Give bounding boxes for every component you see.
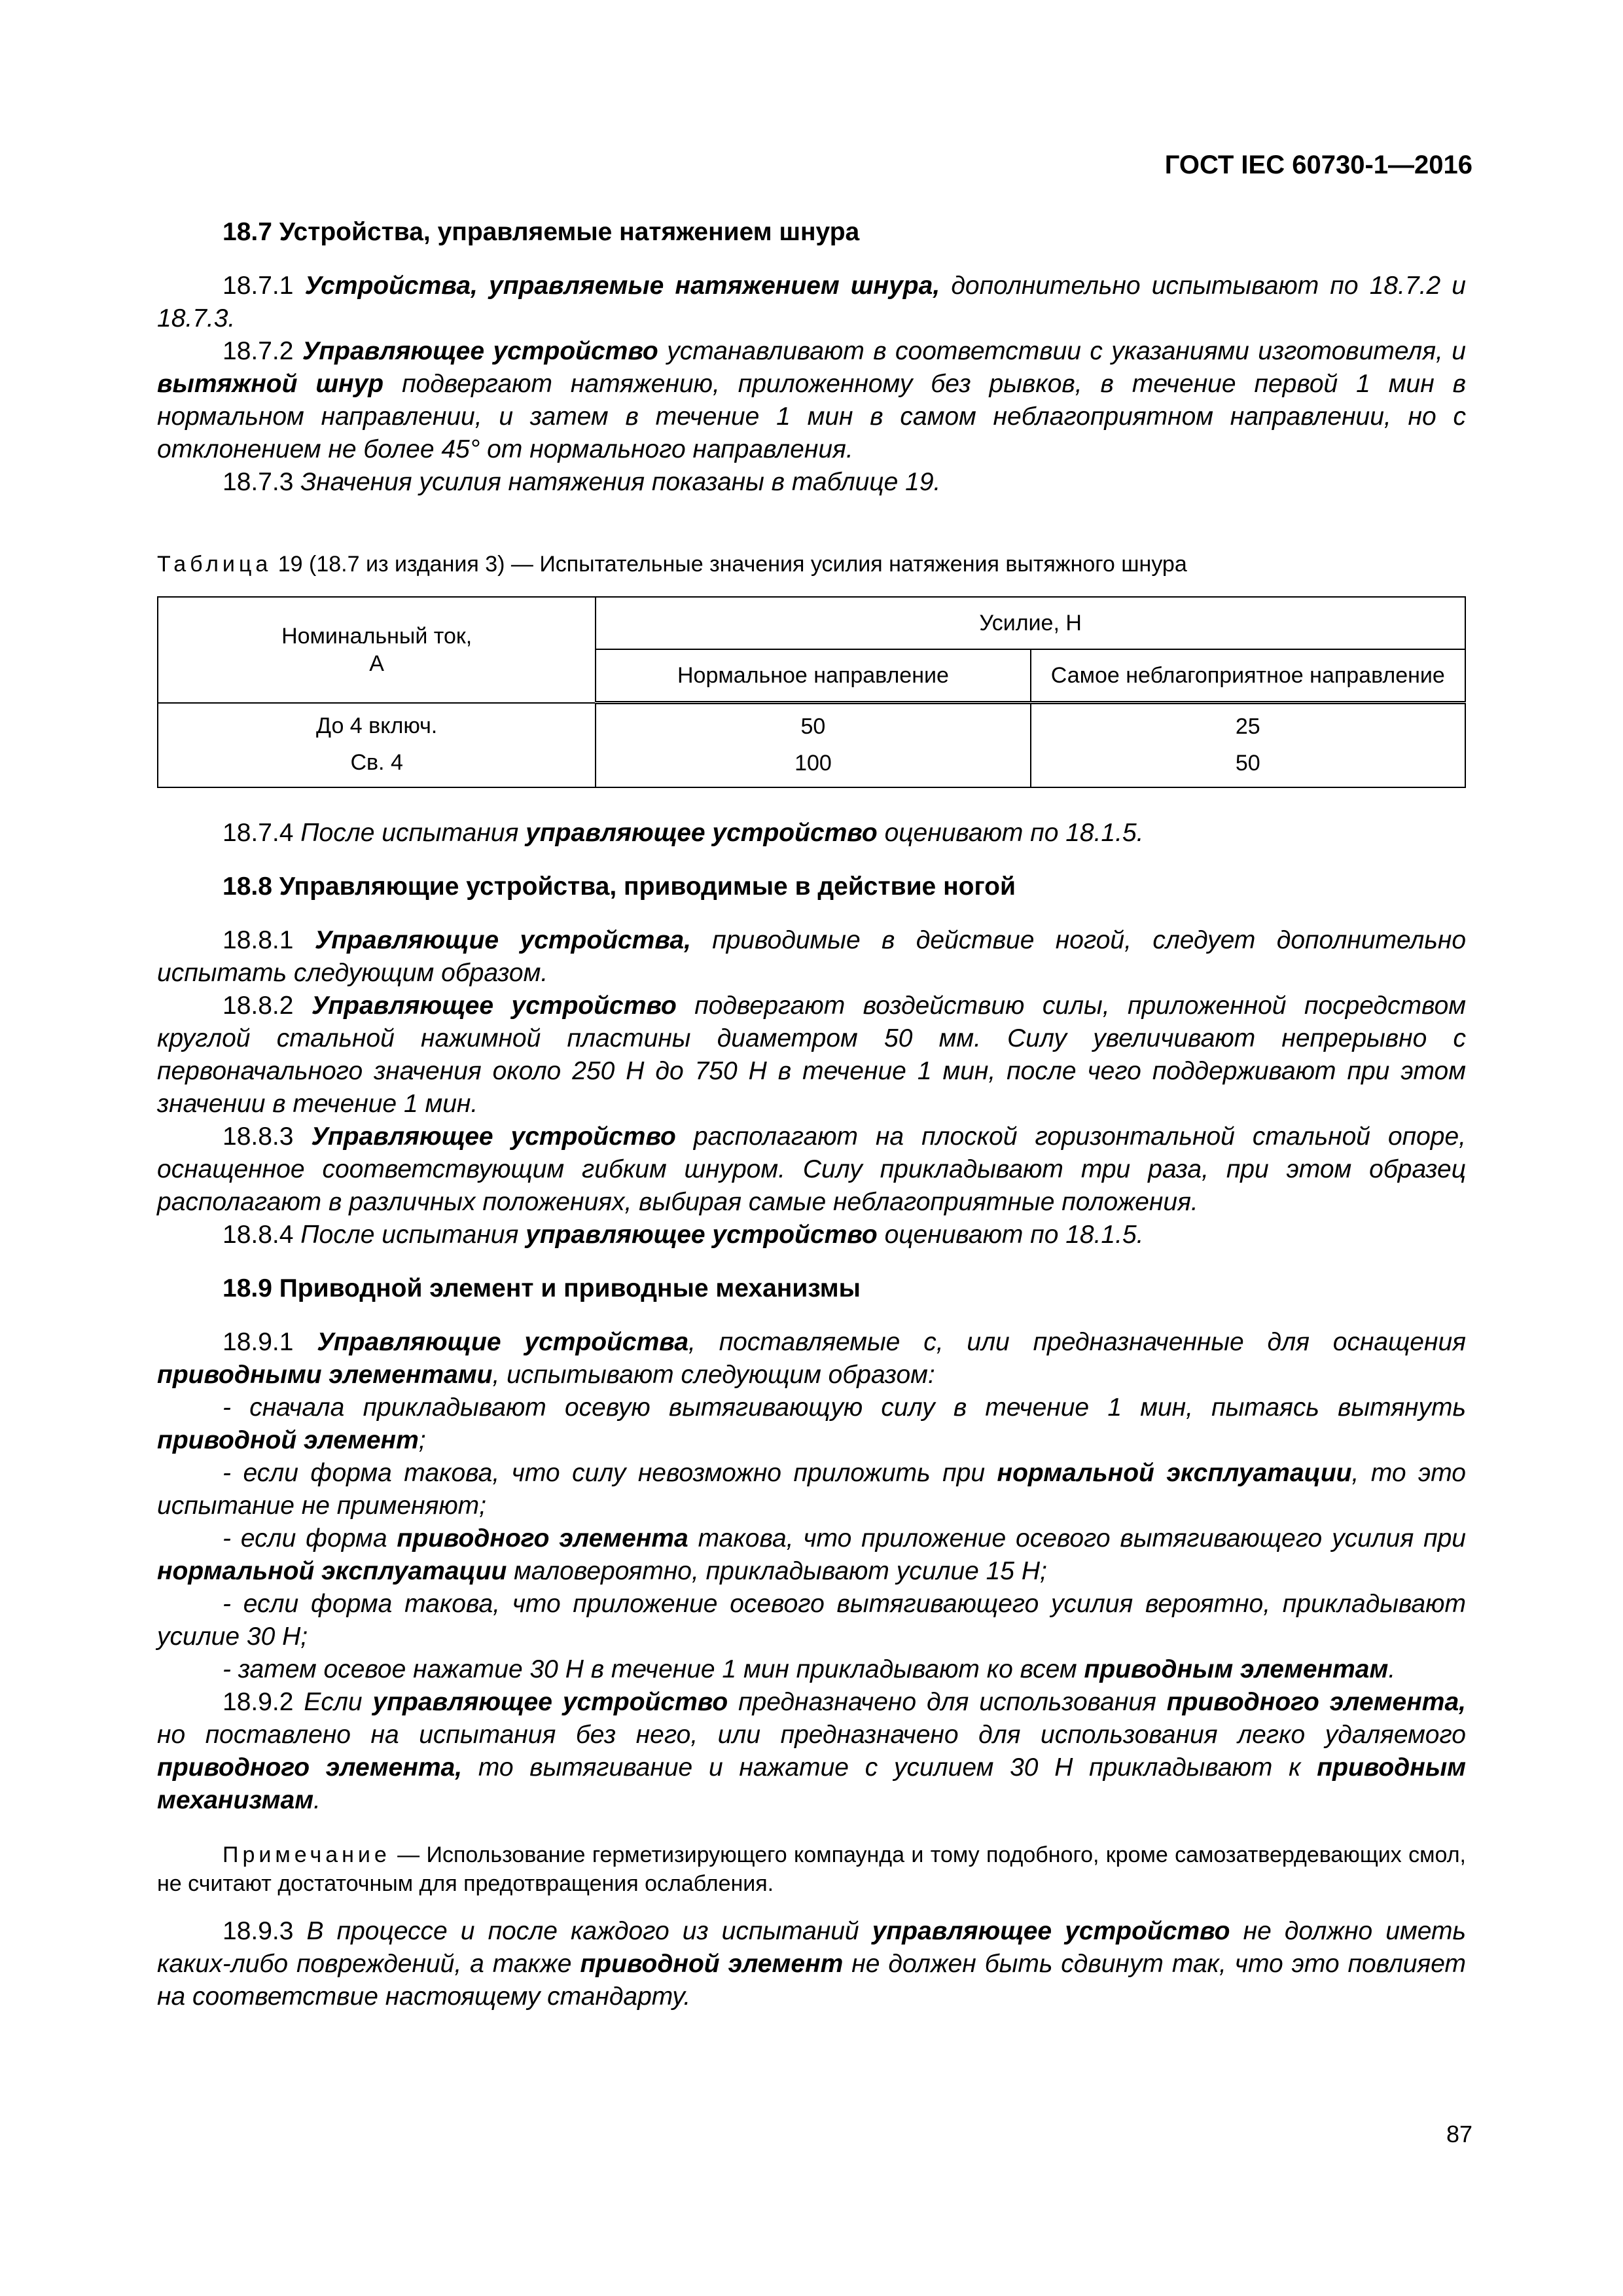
para-number: 18.7.1: [223, 272, 294, 300]
dash-text: - если форма такова, что силу невозможно приложить при: [223, 1459, 986, 1487]
header-normal-direction: Нормальное направление: [596, 649, 1030, 703]
document-header: ГОСТ IEC 60730-1—2016: [1164, 151, 1472, 179]
para-number: 18.9.1: [223, 1328, 294, 1356]
table-cell-normal: [596, 703, 1030, 788]
para-text: оценивают по 18.1.5.: [884, 819, 1144, 847]
table-cell-normal-row1: 50: [800, 714, 826, 739]
para-18-9-2: [157, 1686, 1466, 1817]
para-number: 18.7.4: [223, 819, 294, 847]
para-text: Если: [304, 1688, 363, 1716]
dash-text: - затем осевое нажатие 30 Н в течение 1 мин прикладывают ко всем: [223, 1655, 1077, 1683]
term: управляющее устройство: [372, 1688, 728, 1716]
note-text: — Использование герметизирующего компаунда и тому подобного, кроме самозатвердевающих смол, не считают достаточным для предотвращения ослабления.: [157, 1842, 1466, 1896]
table-cell-current-row2: Св. 4: [350, 750, 403, 776]
para-18-7-1: [157, 270, 1466, 335]
para-text: предназначено для использования: [738, 1688, 1156, 1716]
para-number: 18.9.3: [223, 1917, 294, 1945]
term: приводного элемента,: [157, 1753, 463, 1782]
para-18-9-3: [157, 1915, 1466, 2013]
dash-item-3: [157, 1522, 1466, 1588]
para-number: 18.8.3: [223, 1122, 294, 1151]
para-text: приводимые в действие ногой, следует дополнительно испытать следующим образом.: [157, 926, 1467, 987]
term: приводного элемента,: [1166, 1688, 1466, 1716]
term: нормальной эксплуатации: [997, 1459, 1352, 1487]
term: приводной элемент: [157, 1426, 419, 1454]
section-18-9-title: 18.9 Приводной элемент и приводные механизмы: [223, 1274, 861, 1302]
para-18-8-1: [157, 924, 1466, 990]
dash-item-1: [157, 1391, 1466, 1457]
term: управляющее устройство: [872, 1917, 1230, 1945]
dash-text: - сначала прикладывают осевую вытягивающую силу в течение 1 мин, пытаясь вытянуть: [223, 1393, 1466, 1422]
para-18-7-2: [157, 335, 1466, 466]
para-text: После испытания: [300, 1221, 519, 1249]
term: Управляющие устройства: [317, 1328, 689, 1356]
para-number: 18.8.2: [223, 992, 294, 1020]
table-caption-label: Таблица: [157, 552, 272, 577]
table-caption-text: 19 (18.7 из издания 3) — Испытательные значения усилия натяжения вытяжного шнура: [277, 552, 1187, 577]
dash-text: - если форма такова, что приложение осевого вытягивающего усилия вероятно, прикладывают усилие 30 Н;: [157, 1590, 1466, 1651]
para-text: располагают на плоской горизонтальной стальной опоре, оснащенное соответствующим гибким шнуром. Силу прикладывают три раза, при этом образец располагают в различных положениях, выбирая самые неблагоприятные положения.: [157, 1122, 1467, 1216]
table-cell-unfavourable: [1031, 703, 1465, 788]
term: вытяжной шнур: [157, 370, 384, 398]
para-number: 18.7.3: [223, 468, 294, 496]
table-caption: [157, 548, 1466, 581]
force-values-table: [157, 596, 1466, 788]
term: приводным механизмам: [157, 1753, 1466, 1814]
para-number: 18.7.2: [223, 337, 294, 365]
para-number: 18.9.2: [223, 1688, 294, 1716]
para-18-8-2: [157, 990, 1466, 1121]
para-text: устанавливают в соответствии с указаниями изготовителя, и: [667, 337, 1467, 365]
header-force-group: Усилие, Н: [596, 597, 1465, 649]
para-18-9-1: [157, 1326, 1466, 1391]
term: Управляющее устройство: [311, 1122, 676, 1151]
page-content: [157, 216, 1466, 2013]
term: приводной элемент: [580, 1950, 844, 1978]
term: приводным элементам: [1084, 1655, 1389, 1683]
term: приводного элемента: [397, 1524, 688, 1552]
term: Управляющее устройство: [302, 337, 658, 365]
term: приводными элементами: [157, 1361, 493, 1389]
dash-text: - если форма: [223, 1524, 387, 1552]
para-end: .: [313, 1786, 321, 1814]
table-cell-normal-row2: 100: [794, 751, 832, 776]
table-cell-current-row1: До 4 включ.: [316, 713, 438, 739]
dash-end: .: [1388, 1655, 1396, 1683]
header-unfavourable-direction: Самое неблагоприятное направление: [1031, 649, 1465, 703]
dash-text: такова, что приложение осевого вытягивающего усилия при: [698, 1524, 1466, 1552]
para-text: но поставлено на испытания без него, или предназначено для использования легко удаляемого: [157, 1721, 1466, 1749]
para-number: 18.8.4: [223, 1221, 294, 1249]
table-cell-current: [158, 703, 596, 788]
section-18-8-title: 18.8 Управляющие устройства, приводимые в действие ногой: [223, 872, 1016, 901]
para-text: дополнительно испытывают по 18.7.2 и 18.7.3.: [157, 272, 1466, 332]
dash-item-5: [157, 1653, 1466, 1686]
para-text: После испытания: [300, 819, 519, 847]
para-text: подвергают натяжению, приложенному без рывков, в течение первой 1 мин в нормальном направлении, и затем в течение 1 мин в самом неблагоприятном направлении, но с отклонением не более 45° от нормального направления.: [157, 370, 1466, 463]
table-cell-unfavourable-row2: 50: [1235, 751, 1260, 776]
para-18-7-4: [157, 817, 1466, 850]
para-text: подвергают воздействию силы, приложенной посредством круглой стальной нажимной пластины диаметром 50 мм. Силу увеличивают непрерывно с первоначального значения около 250 Н до 750 Н в течение 1 мин, после чего поддерживают при этом значении в течение 1 мин.: [157, 992, 1467, 1118]
note-label: Примечание: [223, 1842, 391, 1867]
para-text: оценивают по 18.1.5.: [884, 1221, 1144, 1249]
para-number: 18.8.1: [223, 926, 294, 954]
term: Устройства, управляемые натяжением шнура,: [304, 272, 940, 300]
page-number: 87: [1446, 2121, 1472, 2147]
section-18-7-title: 18.7 Устройства, управляемые натяжением шнура: [223, 218, 860, 246]
term: управляющее устройство: [526, 819, 878, 847]
table-cell-unfavourable-row1: 25: [1235, 714, 1260, 739]
para-text: Значения усилия натяжения показаны в таблице 19.: [300, 468, 941, 496]
para-18-7-3: [157, 466, 1466, 499]
term: управляющее устройство: [526, 1221, 878, 1249]
term: нормальной эксплуатации: [157, 1557, 507, 1585]
header-rated-current: Номинальный ток, А: [158, 597, 596, 703]
dash-item-4: [157, 1588, 1466, 1653]
dash-item-2: [157, 1457, 1466, 1522]
para-text: не должен быть сдвинут так, что это повлияет на соответствие настоящему стандарту.: [157, 1950, 1466, 2011]
dash-end: ;: [418, 1426, 426, 1454]
term: Управляющее устройство: [311, 992, 677, 1020]
para-text: не должно иметь каких-либо повреждений, а также: [157, 1917, 1466, 1978]
para-text: , испытывают следующим образом:: [492, 1361, 935, 1389]
para-text: то вытягивание и нажатие с усилием 30 Н прикладывают к: [478, 1753, 1301, 1782]
note: [157, 1840, 1466, 1898]
dash-text: маловероятно, прикладывают усилие 15 Н;: [514, 1557, 1047, 1585]
dash-text: , то это испытание не применяют;: [157, 1459, 1466, 1520]
para-18-8-4: [157, 1219, 1466, 1251]
para-18-8-3: [157, 1121, 1466, 1219]
term: Управляющие устройства,: [314, 926, 691, 954]
para-text: В процессе и после каждого из испытаний: [306, 1917, 859, 1945]
para-text: , поставляемые с, или предназначенные для оснащения: [688, 1328, 1466, 1356]
